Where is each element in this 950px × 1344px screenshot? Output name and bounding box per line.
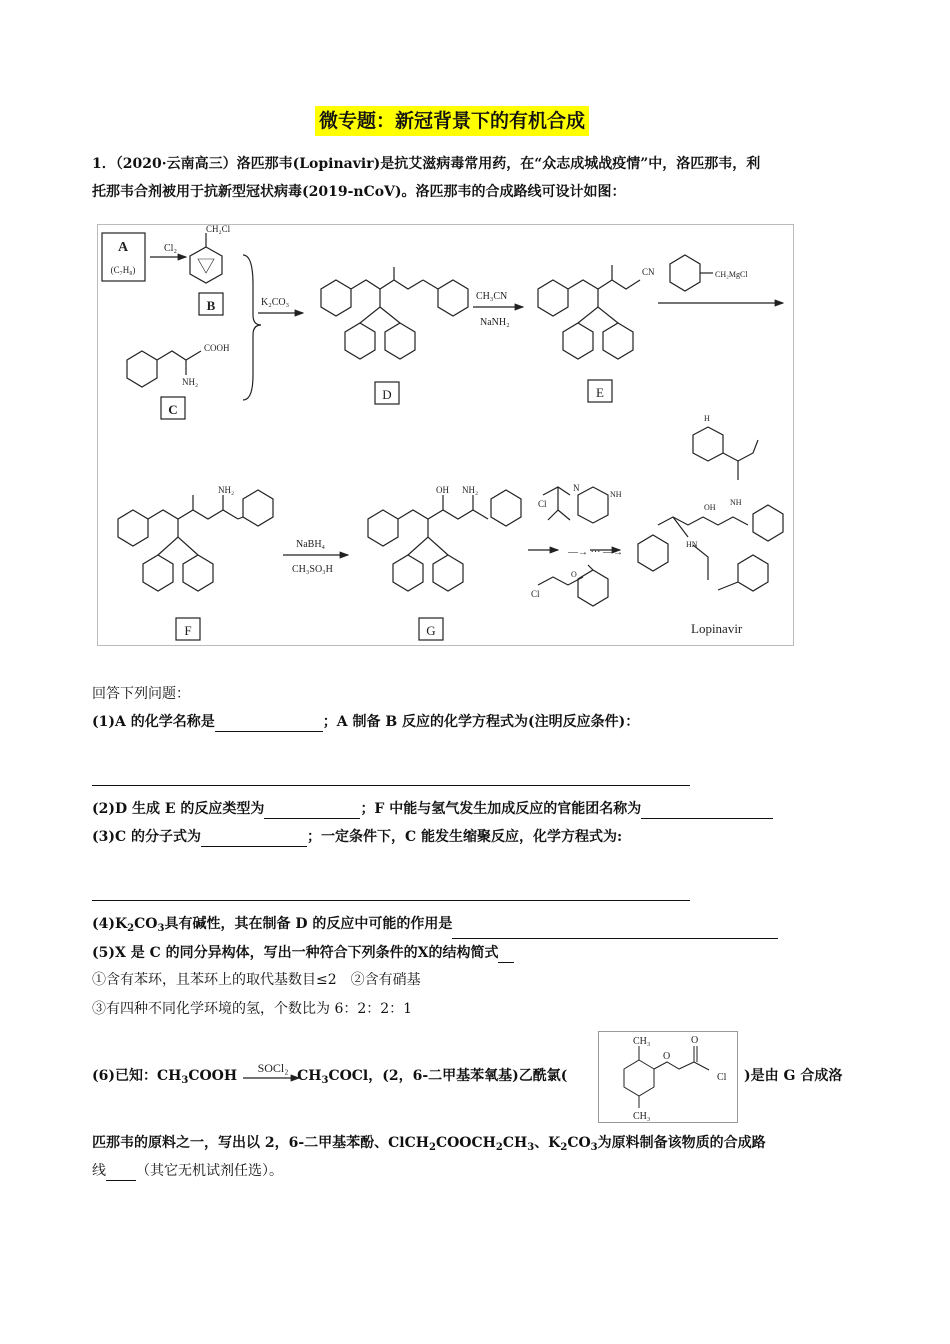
chloroacetyl-structure: [598, 1031, 738, 1123]
reagent-nanh2: NaNH₂: [480, 317, 510, 328]
reagent-ch3cn: CH₃CN: [476, 291, 508, 302]
nh-label-lop: NH: [730, 498, 742, 507]
grignard-label: CH₂MgCl: [715, 270, 748, 279]
o-label: O: [571, 570, 577, 579]
question-5-condition-2: ③有四种不同化学环境的氢，个数比为 6：2：2：1: [92, 1001, 413, 1017]
answer-blank-2a[interactable]: [264, 802, 360, 819]
dots-label: —→ ··· —→: [568, 547, 623, 558]
answer-blank-1a[interactable]: [215, 715, 323, 732]
reagent-k2co3: K₂CO₃: [261, 297, 290, 308]
question-6-line-3: 线 （其它无机试剂任选）。: [92, 1163, 283, 1179]
ch3-bottom: CH₃: [633, 1111, 651, 1122]
box-a-letter: A: [117, 240, 129, 255]
answer-line-3[interactable]: [92, 900, 690, 901]
cl-label: Cl: [538, 499, 547, 509]
intro-line-1: 1．（2020·云南高三）洛匹那韦(Lopinavir)是抗艾滋病毒常用药，在“众志成城战疫情”中，洛匹那韦，利: [92, 156, 761, 172]
reagent-ch3so3h: CH₃SO₃H: [292, 564, 333, 575]
label-c: C: [168, 402, 178, 417]
o-ether: O: [663, 1051, 671, 1062]
n-label: N: [573, 483, 580, 493]
g-nh2-label: NH₂: [462, 485, 479, 495]
oh-label-lop: OH: [704, 503, 716, 512]
o-carbonyl: O: [691, 1035, 699, 1046]
question-6-line-2: 匹那韦的原料之一，写出以 2，6-二甲基苯酚、$ClCH_2COOCH_2CH_3$、$K_2CO_3$为原料制备该物质的合成路: [92, 1135, 766, 1153]
label-e: E: [596, 385, 604, 400]
page-title: 微专题：新冠背景下的有机合成: [315, 106, 589, 136]
nh-label: NH: [610, 490, 622, 499]
cn-label: CN: [642, 267, 655, 277]
answer-blank-6[interactable]: [106, 1164, 136, 1181]
f-nh2-label: NH₂: [218, 485, 235, 495]
answer-blank-4[interactable]: [452, 922, 778, 939]
answer-blank-5[interactable]: [498, 946, 514, 963]
socl2-arrow: [243, 1058, 301, 1082]
cooh-label: COOH: [204, 343, 230, 353]
nh2-label: NH₂: [182, 377, 199, 387]
intro-line-2: 托那韦合剂被用于抗新型冠状病毒(2019-nCoV)。洛匹那韦的合成路线可设计如图：: [92, 184, 626, 200]
question-6-line-1-end: )是由 G 合成洛: [744, 1068, 843, 1084]
cl-label-2: Cl: [531, 589, 540, 599]
ch2cl-label: CH₂Cl: [206, 225, 231, 234]
lopinavir-label: Lopinavir: [691, 621, 743, 636]
reagent-cl2: Cl₂: [164, 243, 177, 254]
label-g: G: [426, 623, 436, 638]
socl2-label: SOCl₂: [257, 1061, 289, 1075]
question-1: (1)A 的化学名称是 ；A 制备 B 反应的化学方程式为(注明反应条件)：: [92, 714, 640, 730]
question-5-condition-1: ①含有苯环，且苯环上的取代基数目≤2 ②含有硝基: [92, 972, 421, 988]
answer-blank-3a[interactable]: [201, 830, 307, 847]
answer-blank-2b[interactable]: [641, 802, 773, 819]
cl-acyl: Cl: [717, 1072, 727, 1083]
reagent-nabh4: NaBH₄: [296, 539, 326, 550]
question-2: (2)D 生成 E 的反应类型为 ；F 中能与氢气发生加成反应的官能团名称为: [92, 799, 773, 819]
label-f: F: [184, 623, 192, 638]
question-3: (3)C 的分子式为 ；一定条件下，C 能发生缩聚反应，化学方程式为:: [92, 829, 623, 845]
questions-header: 回答下列问题：: [92, 686, 190, 702]
label-d: D: [382, 387, 392, 402]
ch3-top: CH₃: [633, 1036, 651, 1047]
hn-label-lop: HN: [686, 540, 698, 549]
box-a-formula: (C₇H₈): [110, 265, 136, 275]
question-6-line-1: (6)已知：$CH_3COOH$ $CH_3COCl$，(2，6-二甲基苯氧基)乙酰氯(: [92, 1068, 568, 1086]
synthesis-scheme: [97, 224, 794, 646]
h-label: H: [704, 414, 710, 423]
g-oh-label: OH: [436, 485, 449, 495]
label-b: B: [206, 298, 216, 313]
answer-line-1[interactable]: [92, 785, 690, 786]
question-4: $(4)K_2CO_3$具有碱性，其在制备 D 的反应中可能的作用是: [92, 914, 778, 939]
question-5: (5)X 是 C 的同分异构体，写出一种符合下列条件的X的结构简式: [92, 943, 514, 963]
